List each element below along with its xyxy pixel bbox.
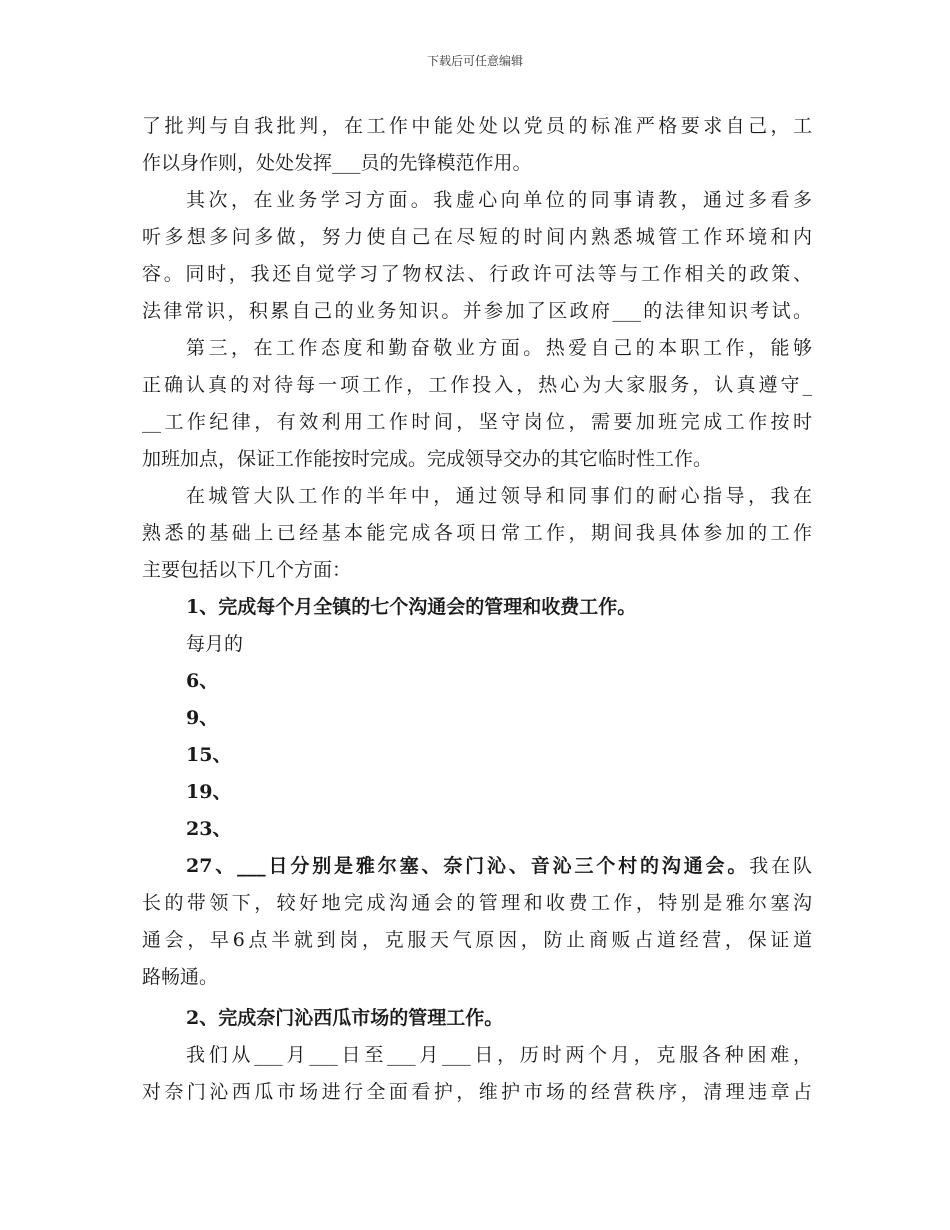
paragraph-line: 法律常识，积累自己的业务知识。并参加了区政府___的法律知识考试。 [142,300,812,322]
section-heading: 1、完成每个月全镇的七个沟通会的管理和收费工作。 [186,596,637,618]
document-body [142,108,812,1111]
paragraph-line: 听多想多问多做，努力使自己在尽短的时间内熟悉城管工作环境和内 [142,226,812,248]
paragraph-line: __工作纪律，有效利用工作时间，坚守岗位，需要加班完成工作按时 [142,411,812,433]
paragraph-line: 第三，在工作态度和勤奋敬业方面。热爱自己的本职工作，能够 [186,337,812,359]
paragraph-line: 加班加点，保证工作能按时完成。完成领导交办的其它临时性工作。 [142,448,713,470]
paragraph-line: 容。同时，我还自觉学习了物权法、行政许可法等与工作相关的政策、 [142,263,812,285]
paragraph-line: 通会，早6点半就到岗，克服天气原因，防止商贩占道经营，保证道 [142,929,812,951]
paragraph-line: 熟悉的基础上已经基本能完成各项日常工作，期间我具体参加的工作 [142,522,812,544]
paragraph-line: 在城管大队工作的半年中，通过领导和同事们的耐心指导，我在 [186,485,812,507]
paragraph-line: 我们从___月___日至___月___日，历时两个月，克服各种困难， [186,1044,812,1066]
section-heading: 2、完成奈门沁西瓜市场的管理工作。 [186,1007,504,1029]
paragraph-line: 作以身作则，处处发挥___员的先锋模范作用。 [142,152,532,174]
list-item-bold-part: 27、___日分别是雅尔塞、奈门沁、音沁三个村的沟通会。 [186,855,750,877]
list-item: 23、 [186,818,232,840]
paragraph-line: 了批判与自我批判，在工作中能处处以党员的标准严格要求自己，工 [142,115,812,137]
list-item: 6、 [186,670,219,692]
paragraph-continuation: 我在队 [749,855,812,877]
paragraph-line: 对奈门沁西瓜市场进行全面看护，维护市场的经营秩序，清理违章占 [142,1081,812,1103]
paragraph-line: 每月的 [186,633,244,655]
paragraph-line: 长的带领下，较好地完成沟通会的管理和收费工作，特别是雅尔塞沟 [142,892,812,914]
paragraph-line: 主要包括以下几个方面： [142,559,352,581]
list-item: 15、 [186,744,232,766]
list-item: 9、 [186,707,219,729]
paragraph-line: 正确认真的对待每一项工作，工作投入，热心为大家服务，认真遵守_ [142,374,812,396]
paragraph-line: 其次，在业务学习方面。我虚心向单位的同事请教，通过多看多 [186,189,812,211]
page-header-note: 下载后可任意编辑 [426,54,523,68]
paragraph-line [142,848,812,885]
list-item: 19、 [186,781,232,803]
paragraph-line: 路畅通。 [142,966,219,988]
